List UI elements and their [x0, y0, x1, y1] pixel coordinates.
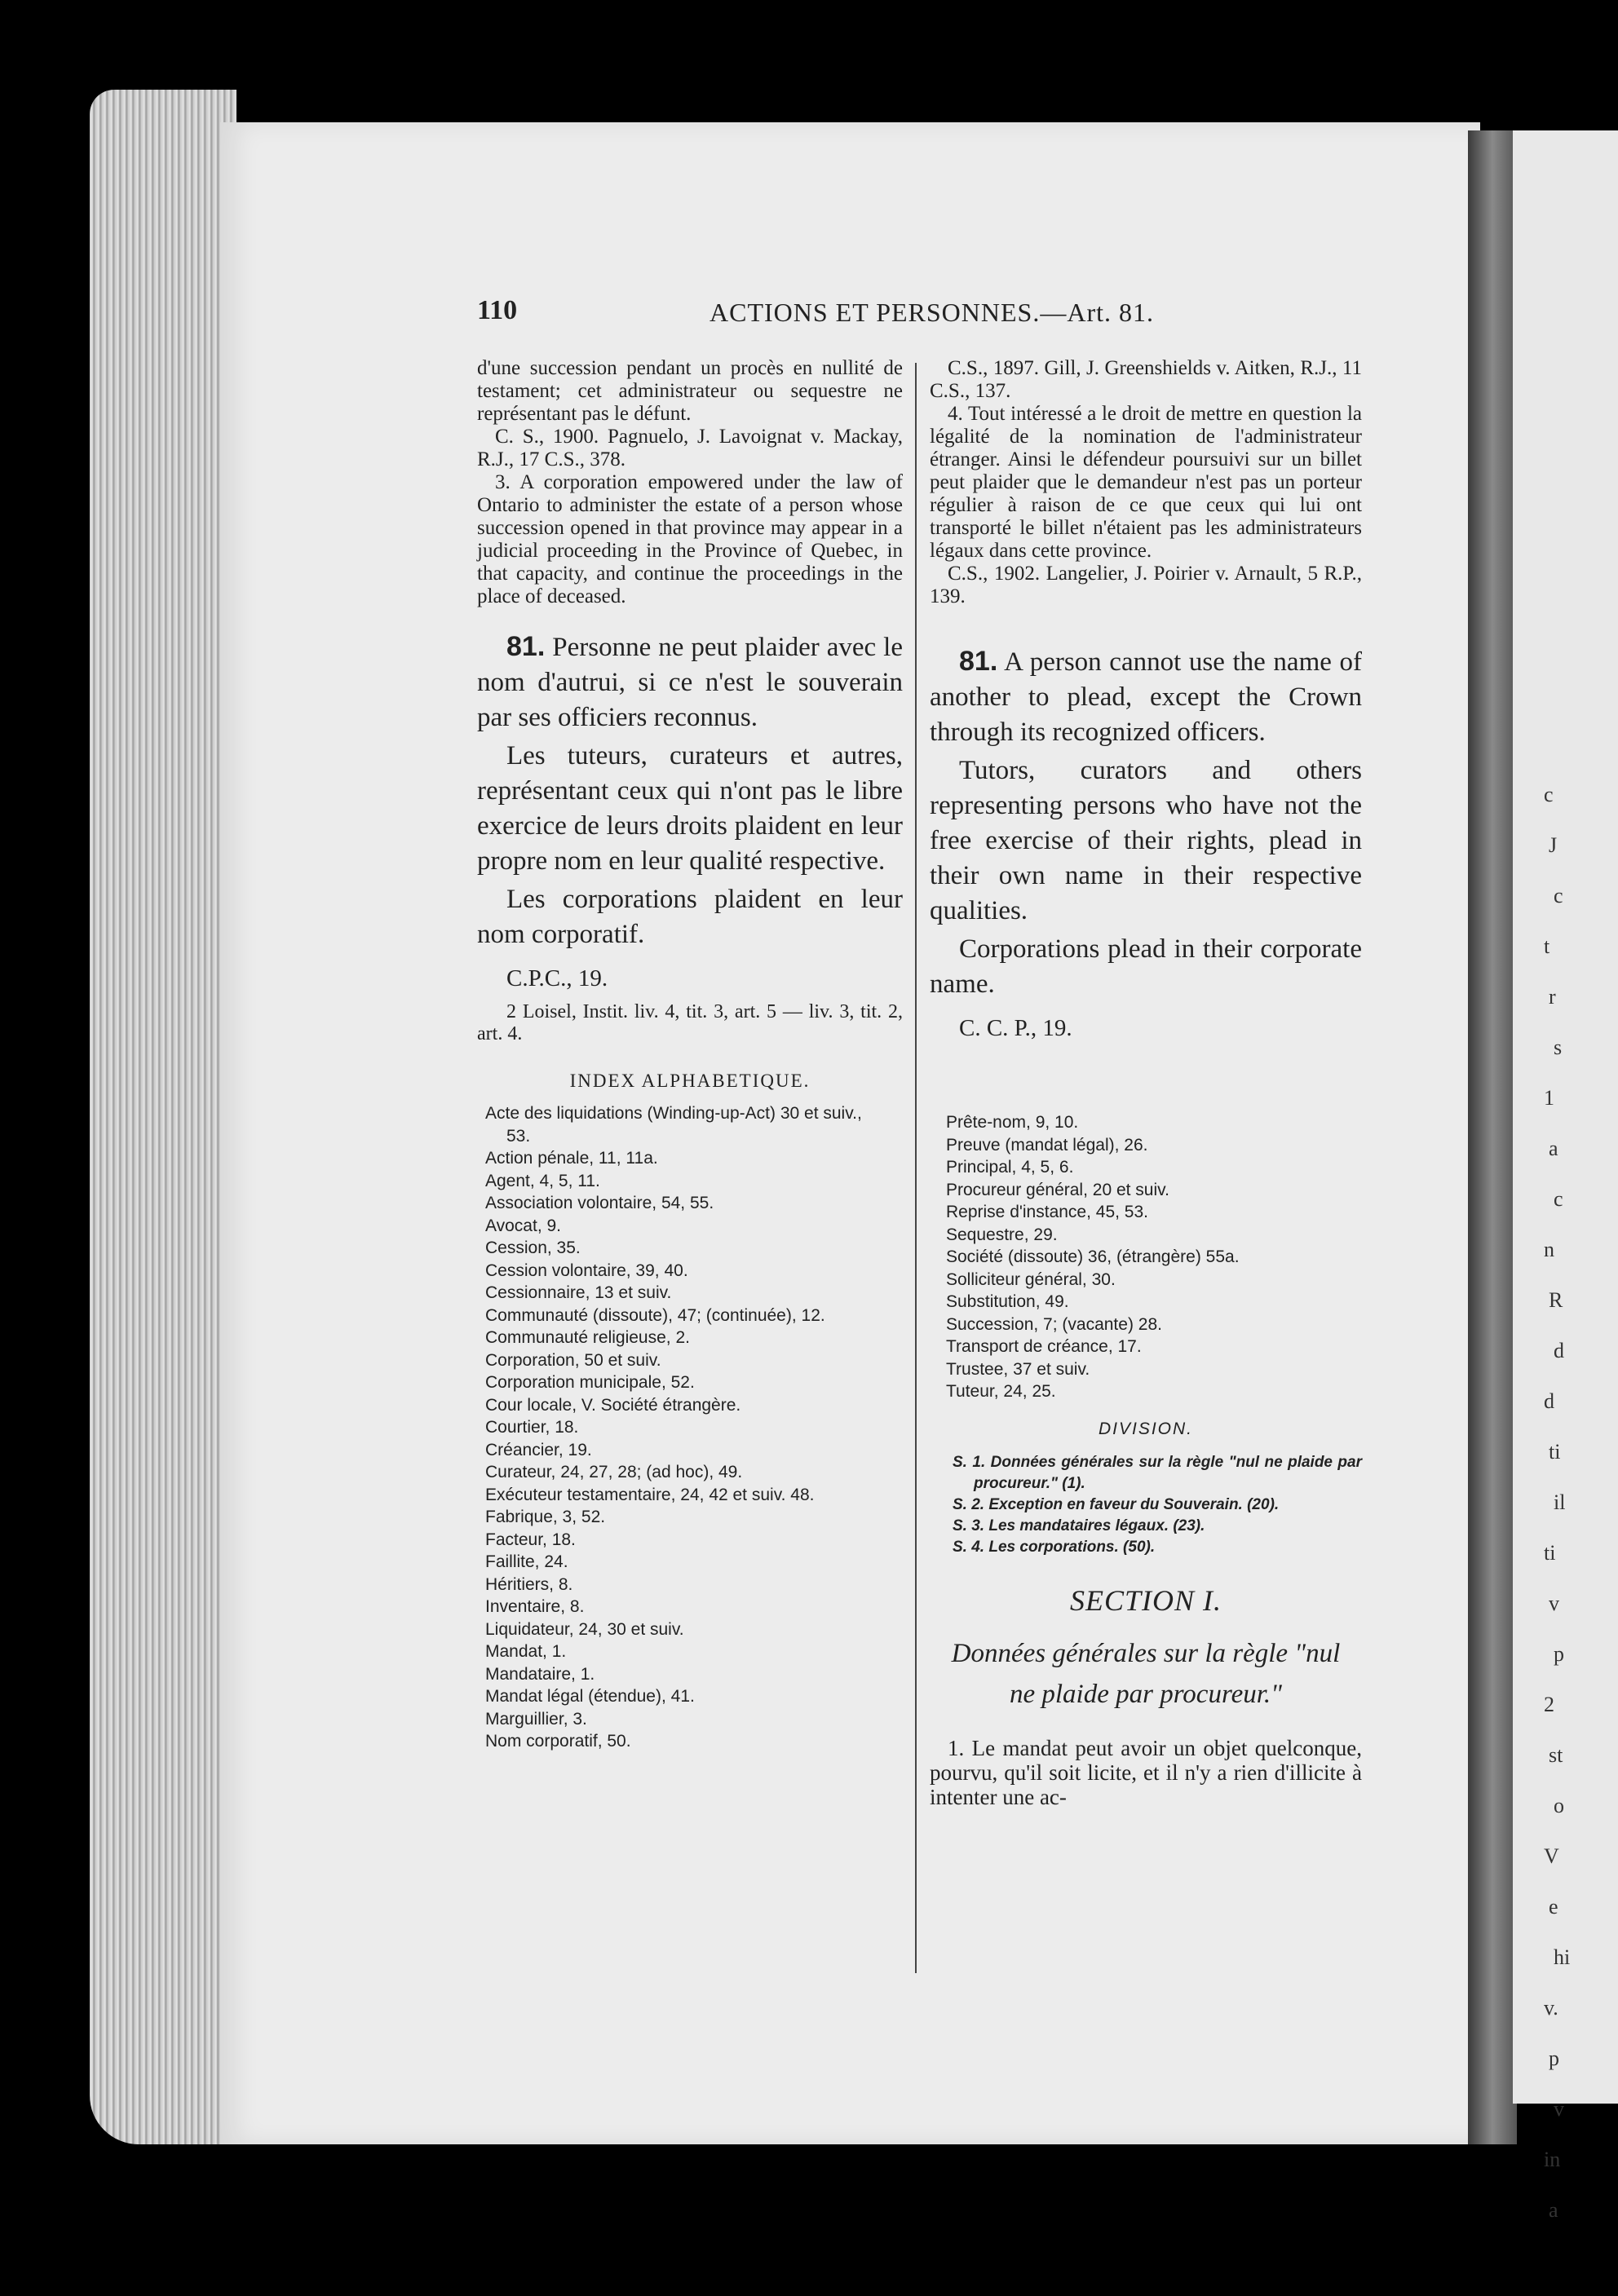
fragment-text: 1	[1544, 1086, 1554, 1110]
index-entry: Courtier, 18.	[485, 1418, 579, 1437]
index-entry: Succession, 7; (vacante) 28.	[946, 1314, 1162, 1334]
note-paragraph: 4. Tout intéressé a le droit de mettre en question la légalité de la nomination de l'administrateur étranger. Ainsi le défendeur poursuivi sur un billet peut plaider que le demandeur n'est pas un porteur régulier à raison de ce que ceux qui lui ont transporté le billet n'étaient pas les administrateurs légaux dans cette province.	[930, 403, 1362, 562]
fragment-text: 2	[1544, 1693, 1554, 1716]
fragment-text: p	[1549, 2047, 1559, 2070]
index-entry: Solliciteur général, 30.	[946, 1269, 1116, 1289]
left-column	[477, 357, 903, 1753]
fragment-text: a	[1549, 2198, 1558, 2222]
article-paragraph: A person cannot use the name of another to plead, except the Crown through its recognized officers.	[930, 647, 1362, 747]
fragment-text: v	[1549, 1592, 1559, 1615]
article-paragraph: Les tuteurs, curateurs et autres, représentant ceux qui n'ont pas le libre exercice de leurs droits plaident en leur propre nom en leur qualité respective.	[477, 741, 903, 876]
division-item: S. 2. Exception en faveur du Souverain. (20).	[953, 1495, 1280, 1513]
article-paragraph: Personne ne peut plaider avec le nom d'autrui, si ce n'est le souverain par ses officiers reconnus.	[477, 633, 903, 732]
index-title: INDEX ALPHABETIQUE.	[569, 1071, 811, 1091]
fragment-text: s	[1554, 1035, 1563, 1059]
fragment-text: t	[1544, 934, 1550, 958]
index-list-continued	[930, 1111, 1354, 1403]
fragment-text: p	[1554, 1642, 1564, 1666]
note-paragraph: d'une succession pendant un procès en nullité de testament; cet administrateur ou sequestre ne représentant pas le défunt.	[477, 357, 903, 425]
page-number: 110	[477, 295, 518, 325]
fragment-text: d	[1554, 1339, 1564, 1362]
division-item: S. 4. Les corporations. (50).	[953, 1538, 1156, 1556]
index-entry: Tuteur, 24, 25.	[946, 1382, 1056, 1401]
division-item: S. 3. Les mandataires légaux. (23).	[953, 1517, 1205, 1534]
index-entry: Action pénale, 11, 11a.	[485, 1149, 658, 1168]
index-entry: Nom corporatif, 50.	[485, 1732, 631, 1751]
index-entry: Inventaire, 8.	[485, 1597, 585, 1616]
body-paragraph: 1. Le mandat peut avoir un objet quelconque, pourvu, qu'il soit licite, et il n'y a rien d'illicite à intenter une ac-	[930, 1735, 1362, 1809]
right-notes	[930, 357, 1362, 608]
facing-page-fragment	[1513, 130, 1618, 2222]
fragment-text: r	[1549, 985, 1556, 1009]
index-entry: Preuve (mandat légal), 26.	[946, 1135, 1148, 1155]
index-entry: Communauté (dissoute), 47; (continuée), 12.	[485, 1305, 825, 1325]
note-paragraph: C.S., 1902. Langelier, J. Poirier v. Arnault, 5 R.P., 139.	[930, 563, 1362, 607]
fragment-text: il	[1554, 1490, 1566, 1514]
fragment-text: e	[1549, 1895, 1558, 1918]
index-entry: Cession volontaire, 39, 40.	[485, 1261, 688, 1280]
source-reference: 2 Loisel, Instit. liv. 4, tit. 3, art. 5 — liv. 3, tit. 2, art. 4.	[477, 1001, 903, 1044]
citation: C.P.C., 19.	[506, 965, 608, 991]
running-head: ACTIONS ET PERSONNES.—Art. 81.	[710, 298, 1154, 327]
right-column	[930, 357, 1362, 1809]
fragment-text: in	[1544, 2148, 1561, 2171]
index-entry: Communauté religieuse, 2.	[485, 1328, 690, 1347]
index-entry: Liquidateur, 24, 30 et suiv.	[485, 1619, 684, 1639]
note-paragraph: C. S., 1900. Pagnuelo, J. Lavoignat v. Mackay, R.J., 17 C.S., 378.	[477, 426, 903, 470]
section-subtitle: ne plaide par procureur."	[1009, 1679, 1283, 1709]
fragment-text: c	[1544, 783, 1554, 806]
index-entry: Exécuteur testamentaire, 24, 42 et suiv. 48.	[485, 1485, 815, 1504]
fragment-text: o	[1554, 1794, 1564, 1817]
fragment-text: n	[1544, 1238, 1554, 1261]
column-rule	[915, 363, 917, 1973]
citation: C. C. P., 19.	[959, 1015, 1072, 1041]
index-entry: Corporation municipale, 52.	[485, 1373, 695, 1392]
index-entry: Agent, 4, 5, 11.	[485, 1171, 600, 1190]
note-paragraph: 3. A corporation empowered under the law of Ontario to administer the estate of a person whose succession opened in that province may appear in a judicial proceeding in the Province of Quebec, in that capacity, and continue the proceedings in the place of deceased.	[477, 471, 903, 607]
fragment-text: V	[1544, 1844, 1559, 1868]
fragment-text: J	[1549, 833, 1558, 857]
index-entry: Trustee, 37 et suiv.	[946, 1359, 1090, 1379]
fragment-text: ti	[1544, 1541, 1556, 1565]
index-entry: Mandat légal (étendue), 41.	[485, 1687, 695, 1706]
index-entry: Acte des liquidations (Winding-up-Act) 30 et suiv., 53.	[485, 1104, 862, 1146]
section-subtitle: Données générales sur la règle "nul	[951, 1638, 1341, 1668]
division-title: DIVISION.	[1098, 1419, 1194, 1438]
article-number: 81.	[506, 631, 546, 662]
index-entry: Avocat, 9.	[485, 1216, 562, 1235]
fragment-text: c	[1554, 1187, 1563, 1211]
note-paragraph: C.S., 1897. Gill, J. Greenshields v. Aitken, R.J., 11 C.S., 137.	[930, 357, 1362, 402]
section-title: SECTION I.	[1069, 1583, 1222, 1617]
fragment-text: v	[1554, 2097, 1564, 2121]
book-page-edges	[90, 90, 237, 2144]
index-entry: Transport de créance, 17.	[946, 1337, 1142, 1356]
division-list	[930, 1452, 1362, 1558]
division-item: S. 1. Données générales sur la règle "nul ne plaide par procureur." (1).	[953, 1453, 1362, 1492]
fragment-text: hi	[1554, 1945, 1571, 1969]
fragment-text: R	[1549, 1288, 1563, 1312]
index-entry: Corporation, 50 et suiv.	[485, 1350, 661, 1370]
index-entry: Reprise d'instance, 45, 53.	[946, 1203, 1148, 1221]
index-entry: Prête-nom, 9, 10.	[946, 1113, 1079, 1132]
index-entry: Mandat, 1.	[485, 1642, 567, 1661]
index-entry: Sequestre, 29.	[946, 1225, 1058, 1244]
article-number: 81.	[959, 646, 998, 677]
index-entry: Substitution, 49.	[946, 1292, 1069, 1311]
index-entry: Curateur, 24, 27, 28; (ad hoc), 49.	[485, 1463, 743, 1481]
article-paragraph: Tutors, curators and others representing persons who have not the free exercise of their rights, plead in their own name in their respective qualities.	[930, 756, 1362, 925]
article-paragraph: Les corporations plaident en leur nom corporatif.	[477, 885, 903, 949]
fragment-text: st	[1549, 1743, 1563, 1767]
fragment-text: d	[1544, 1389, 1554, 1413]
left-notes	[477, 357, 903, 608]
index-entry: Procureur général, 20 et suiv.	[946, 1180, 1169, 1199]
fragment-text: c	[1554, 884, 1563, 907]
index-entry: Fabrique, 3, 52.	[485, 1508, 606, 1526]
index-entry: Créancier, 19.	[485, 1440, 592, 1459]
book-gutter	[1468, 130, 1517, 2144]
index-list	[477, 1102, 885, 1753]
index-entry: Cessionnaire, 13 et suiv.	[485, 1283, 672, 1302]
index-entry: Principal, 4, 5, 6.	[946, 1158, 1074, 1177]
article-english	[930, 644, 1362, 1002]
fragment-text: ti	[1549, 1440, 1561, 1464]
fragment-text: v.	[1544, 1996, 1558, 2020]
index-entry: Société (dissoute) 36, (étrangère) 55a.	[946, 1247, 1240, 1266]
index-entry: Mandataire, 1.	[485, 1664, 595, 1684]
index-entry: Cession, 35.	[485, 1239, 581, 1257]
index-entry: Marguillier, 3.	[485, 1709, 587, 1729]
article-paragraph: Corporations plead in their corporate name.	[930, 934, 1362, 999]
index-entry: Cour locale, V. Société étrangère.	[485, 1395, 741, 1415]
index-entry: Héritiers, 8.	[485, 1574, 573, 1594]
index-entry: Faillite, 24.	[485, 1552, 568, 1571]
article-french	[477, 629, 903, 952]
fragment-text: a	[1549, 1137, 1558, 1160]
index-entry: Facteur, 18.	[485, 1530, 576, 1549]
index-entry: Association volontaire, 54, 55.	[485, 1194, 714, 1212]
